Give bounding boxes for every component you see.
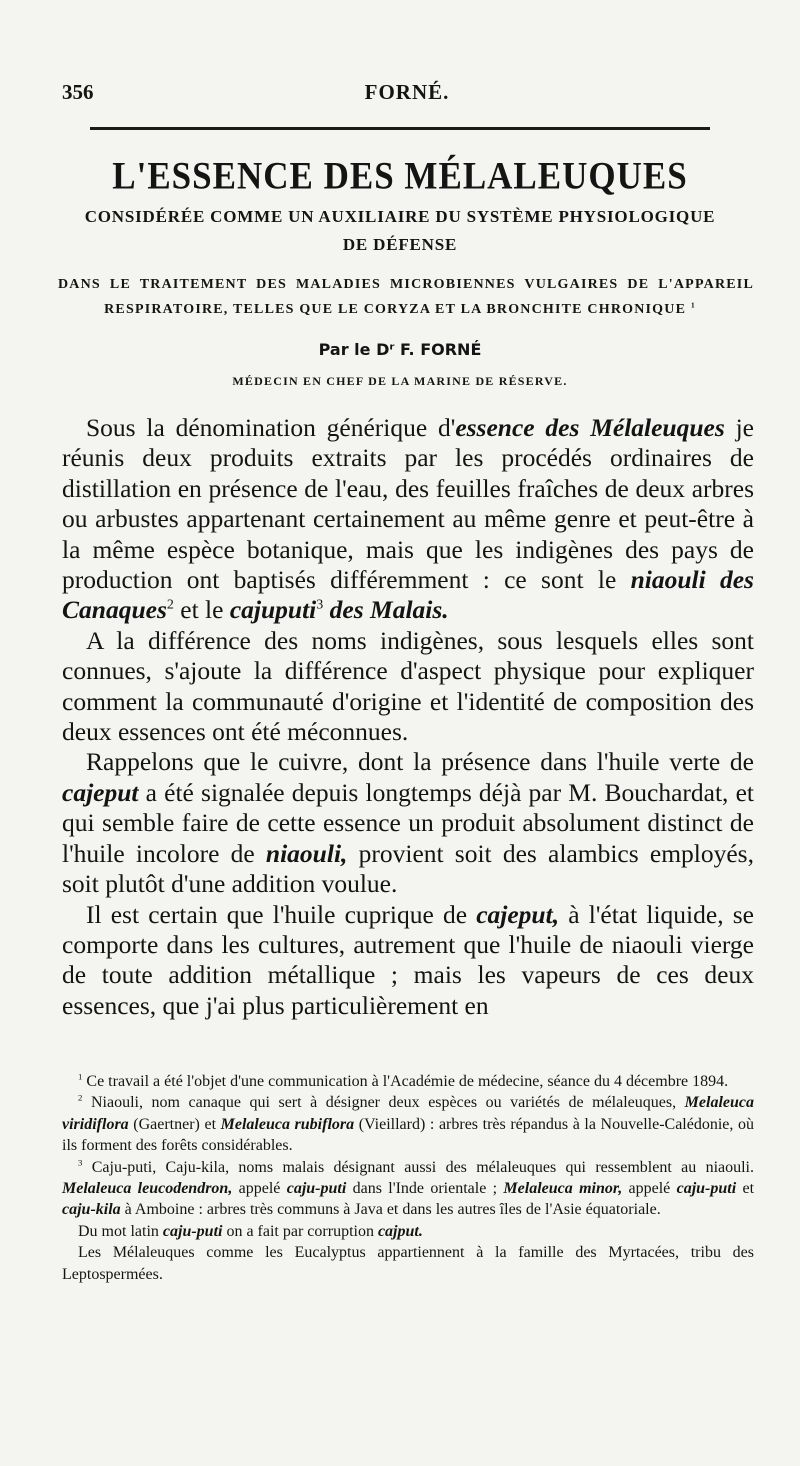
italic-term: caju-puti xyxy=(676,1180,737,1198)
article-subtitle-line-2: DE DÉFENSE xyxy=(342,235,458,254)
paragraph xyxy=(62,413,754,626)
text-run: Rappelons que le cuivre, dont la présence dans l'huile verte de xyxy=(86,747,754,777)
footnote-2 xyxy=(62,1092,754,1156)
italic-term: cajput. xyxy=(377,1222,423,1240)
footnote-text: Niaouli, nom canaque qui sert à désigner deux espèces ou variétés de mélaleuques, xyxy=(82,1094,685,1112)
page-number: 356 xyxy=(62,80,94,104)
italic-term: caju-puti xyxy=(162,1222,223,1240)
footnotes xyxy=(62,1071,754,1285)
footnote-text: Du mot latin xyxy=(78,1222,163,1240)
article-subtitle-line-1: CONSIDÉRÉE COMME UN AUXILIAIRE DU SYSTÈME PHYSIOLOGIQUE xyxy=(84,207,716,226)
author-affiliation: MÉDECIN EN CHEF DE LA MARINE DE RÉSERVE. xyxy=(232,374,568,388)
italic-term: caju-kila xyxy=(62,1201,121,1219)
italic-term: essence des Mélaleuques xyxy=(455,413,725,442)
italic-term: cajeput, xyxy=(476,899,560,929)
footnote-ref-2: 2 xyxy=(166,597,174,613)
italic-term: niaouli, xyxy=(265,838,348,868)
footnote-4 xyxy=(62,1221,754,1242)
text-run: je réunis deux produits extraits par les procédés ordinaires de distillation en présence de l'eau, des feuilles fraîches de deux arbres ou arbustes appartenant certainement au même genre et peut-être à la même espèce botanique, mais que les indigènes des pays de production ont baptisés différemment : ce sont le xyxy=(62,413,754,595)
italic-term: caju-puti xyxy=(286,1180,347,1198)
paragraph xyxy=(62,900,754,1022)
article-subtitle-line-3: DANS LE TRAITEMENT DES MALADIES MICROBIENNES VULGAIRES DE L'APPAREIL xyxy=(58,277,754,292)
italic-term: des Malais. xyxy=(329,595,449,625)
footnote-text: appelé xyxy=(622,1180,677,1198)
running-title: FORNÉ. xyxy=(364,80,450,104)
author-line: Par le Dʳ F. FORNÉ xyxy=(318,340,482,359)
italic-term: Melaleuca minor, xyxy=(503,1180,623,1198)
text-run: Sous la dénomination générique d' xyxy=(86,413,456,442)
paragraph xyxy=(62,747,754,899)
footnote-text: appelé xyxy=(232,1180,287,1198)
header-rule xyxy=(90,127,710,130)
article-subtitle-line-4-text: RESPIRATOIRE, TELLES QUE LE CORYZA ET LA BRONCHITE CHRONIQUE xyxy=(104,302,687,317)
footnote-text: (Gaertner) et xyxy=(128,1115,221,1133)
footnote-mark: 2 xyxy=(78,1093,83,1104)
footnote-text: Ce travail a été l'objet d'une communication à l'Académie de médecine, séance du 4 décembre 1894. xyxy=(82,1073,729,1090)
italic-term: Melaleuca leucodendron, xyxy=(62,1180,233,1198)
italic-term: niaouli des Canaques xyxy=(62,565,754,625)
footnote-text: Caju-puti, Caju-kila, noms malais désignant aussi des mélaleuques qui ressemblent au niaouli. xyxy=(82,1158,754,1176)
footnote-text: à Amboine : arbres très communs à Java et dans les autres îles de l'Asie équatoriale. xyxy=(120,1201,661,1219)
footnote-ref-3: 3 xyxy=(316,597,324,613)
footnote-text: (Vieillard) : arbres très répandus à la Nouvelle-Calédonie, où ils forment des forêts considérables. xyxy=(62,1115,754,1155)
article-subtitle-line-4 xyxy=(40,302,760,318)
footnote-mark: 1 xyxy=(78,1071,83,1082)
footnote-mark: 3 xyxy=(78,1157,83,1168)
footnote-5: Les Mélaleuques comme les Eucalyptus appartiennent à la famille des Myrtacées, tribu des Leptospermées. xyxy=(62,1244,754,1283)
text-run: provient soit des alambics employés, soit plutôt d'une addition voulue. xyxy=(62,838,754,899)
footnote-ref-1: 1 xyxy=(690,300,696,310)
italic-term: Melaleuca rubiflora xyxy=(220,1115,355,1133)
footnote-text: on a fait par corruption xyxy=(222,1222,378,1240)
text-run: à l'état liquide, se comporte dans les cultures, autrement que l'huile de niaouli vierge de toute addition métallique ; mais les vapeurs de ces deux essences, que j'ai plus particulièrement en xyxy=(62,899,754,1020)
running-head xyxy=(62,80,752,110)
paragraph: A la différence des noms indigènes, sous lesquels elles sont connues, s'ajoute la différence d'aspect physique pour expliquer comment la communauté d'origine et l'identité de composition des deux essences ont été méconnues. xyxy=(62,625,754,747)
footnote-text: dans l'Inde orientale ; xyxy=(346,1180,504,1198)
body-text xyxy=(62,413,754,1021)
italic-term: cajeput xyxy=(62,777,139,807)
text-run: Il est certain que l'huile cuprique de xyxy=(86,899,477,929)
footnote-1 xyxy=(62,1071,754,1092)
text-run: et le xyxy=(173,595,230,625)
italic-term: Melaleuca viridiflora xyxy=(62,1094,754,1133)
footnote-3 xyxy=(62,1157,754,1221)
article-title: L'ESSENCE DES MÉLALEUQUES xyxy=(112,153,688,198)
italic-term: cajuputi xyxy=(229,595,317,625)
footnote-text: et xyxy=(736,1180,755,1198)
text-run: a été signalée depuis longtemps déjà par M. Bouchardat, et qui semble faire de cette essence un produit absolument distinct de l'huile incolore de xyxy=(62,777,754,868)
